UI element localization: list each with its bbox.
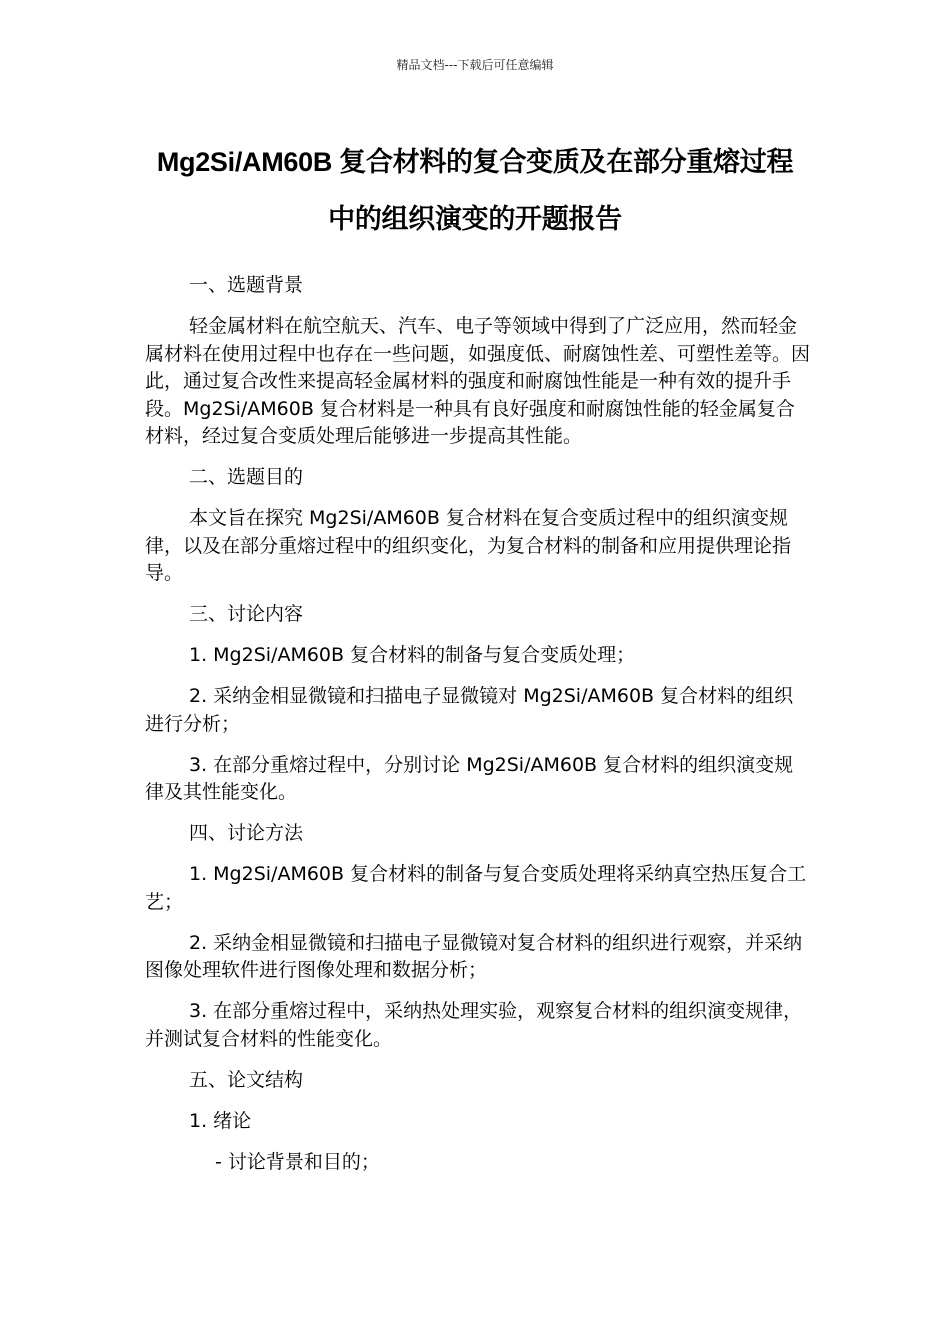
document-body (145, 272, 810, 1190)
section-heading-structure: 五、论文结构 (189, 1068, 304, 1091)
list-item: 1. Mg2Si/AM60B 复合材料的制备与复合变质处理将采纳真空热压复合工艺； (145, 863, 807, 913)
list-item: 2. 采纳金相显微镜和扫描电子显微镜对复合材料的组织进行观察，并采纳图像处理软件进行图像处理和数据分析； (145, 931, 803, 981)
list-item: 3. 在部分重熔过程中，分别讨论 Mg2Si/AM60B 复合材料的组织演变规律及其性能变化。 (145, 753, 794, 803)
paragraph-background: 轻金属材料在航空航天、汽车、电子等领域中得到了广泛应用，然而轻金属材料在使用过程中也存在一些问题，如强度低、耐腐蚀性差、可塑性差等。因此，通过复合改性来提高轻金属材料的强度和耐腐蚀性能是一种有效的提升手段。Mg2Si/AM60B 复合材料是一种具有良好强度和耐腐蚀性能的轻金属复合材料，经过复合变质处理后能够进一步提高其性能。 (145, 315, 811, 447)
section-heading-content: 三、讨论内容 (189, 603, 304, 625)
list-item: 1. 绪论 (189, 1109, 252, 1132)
header-note: 精品文档---下载后可任意编辑 (396, 58, 554, 72)
section-heading-background: 一、选题背景 (189, 274, 304, 296)
list-item: 1. Mg2Si/AM60B 复合材料的制备与复合变质处理； (189, 644, 636, 666)
section-heading-purpose: 二、选题目的 (189, 466, 304, 488)
list-item: 2. 采纳金相显微镜和扫描电子显微镜对 Mg2Si/AM60B 复合材料的组织进行分析； (145, 685, 794, 735)
paragraph-purpose: 本文旨在探究 Mg2Si/AM60B 复合材料在复合变质过程中的组织演变规律，以及在部分重熔过程中的组织变化，为复合材料的制备和应用提供理论指导。 (145, 507, 792, 584)
section-heading-method: 四、讨论方法 (189, 822, 304, 844)
list-item: 3. 在部分重熔过程中，采纳热处理实验，观察复合材料的组织演变规律，并测试复合材料的性能变化。 (145, 1000, 803, 1050)
sub-list-item: - 讨论背景和目的； (215, 1150, 380, 1173)
document-title: Mg2Si/AM60B 复合材料的复合变质及在部分重熔过程中的组织演变的开题报告 (156, 147, 794, 234)
